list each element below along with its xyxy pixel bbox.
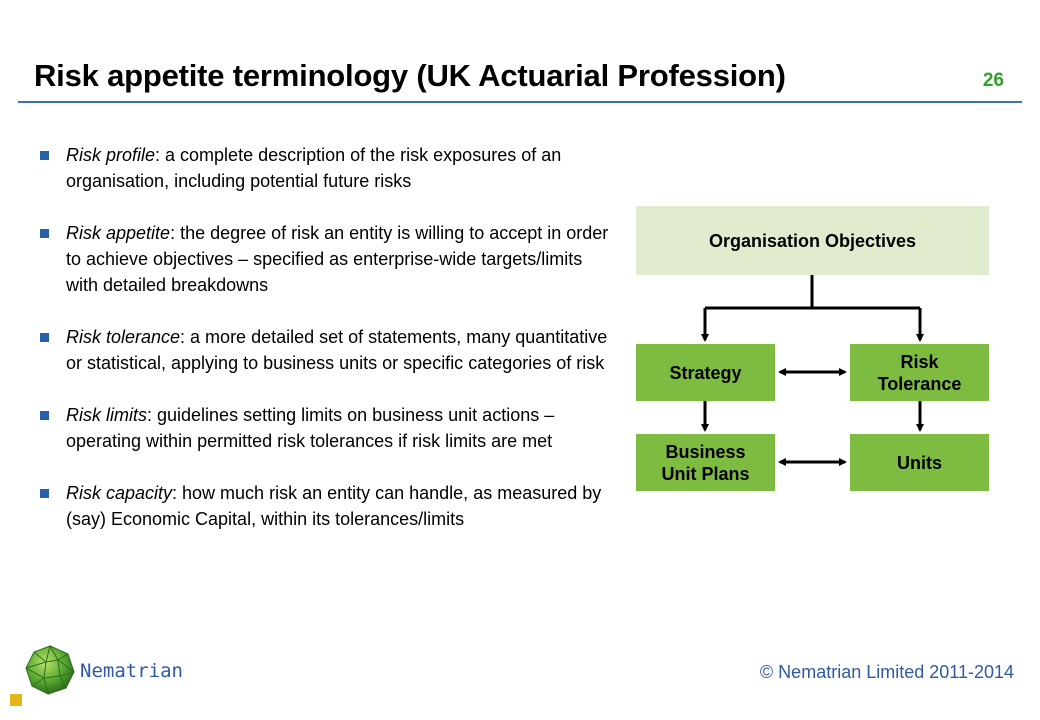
units-box [850,434,989,491]
bullet-term: Risk limits [66,405,147,425]
bullet-text: : the degree of risk an entity is willing to accept in order to achieve objectives – specified as enterprise-wide targets/limits with detailed breakdowns [66,223,609,295]
business-unit-plans-box [636,434,775,491]
slide-number: 26 [982,70,1004,91]
bullet-text: : how much risk an entity can handle, as measured by (say) Economic Capital, within its tolerances/limits [66,483,602,529]
slide-title: Risk appetite terminology (UK Actuarial Profession) [34,58,786,93]
organisation-objectives-box [636,206,989,275]
business-unit-plans-label-line1: Business [665,441,746,462]
business-unit-plans-label-line2: Unit Plans [661,463,750,484]
footer-copyright: © Nematrian Limited 2011-2014 [759,662,1014,682]
risk-tolerance-label-line1: Risk [900,351,939,372]
organisation-objectives-label: Organisation Objectives [708,230,917,251]
bullet-term: Risk tolerance [66,327,181,347]
strategy-label: Strategy [669,362,742,383]
bullet-text: : a more detailed set of statements, many quantitative or statistical, applying to business units or specific categories of risk [66,327,608,373]
strategy-box [636,344,775,401]
bullet-term: Risk profile [66,145,156,165]
risk-tolerance-label-line2: Tolerance [877,373,962,394]
risk-tolerance-box [850,344,989,401]
bullet-term: Risk appetite [66,223,171,243]
footer-brand: Nematrian [80,660,183,682]
bullet-term: Risk capacity [66,483,173,503]
bullet-text: : a complete description of the risk exposures of an organisation, including potential future risks [66,145,562,191]
nematrian-globe-logo-icon [24,644,76,696]
yellow-square-icon [10,694,22,706]
bullet-text: : guidelines setting limits on business unit actions – operating within permitted risk tolerances if risk limits are met [66,405,555,451]
units-label: Units [897,452,942,473]
